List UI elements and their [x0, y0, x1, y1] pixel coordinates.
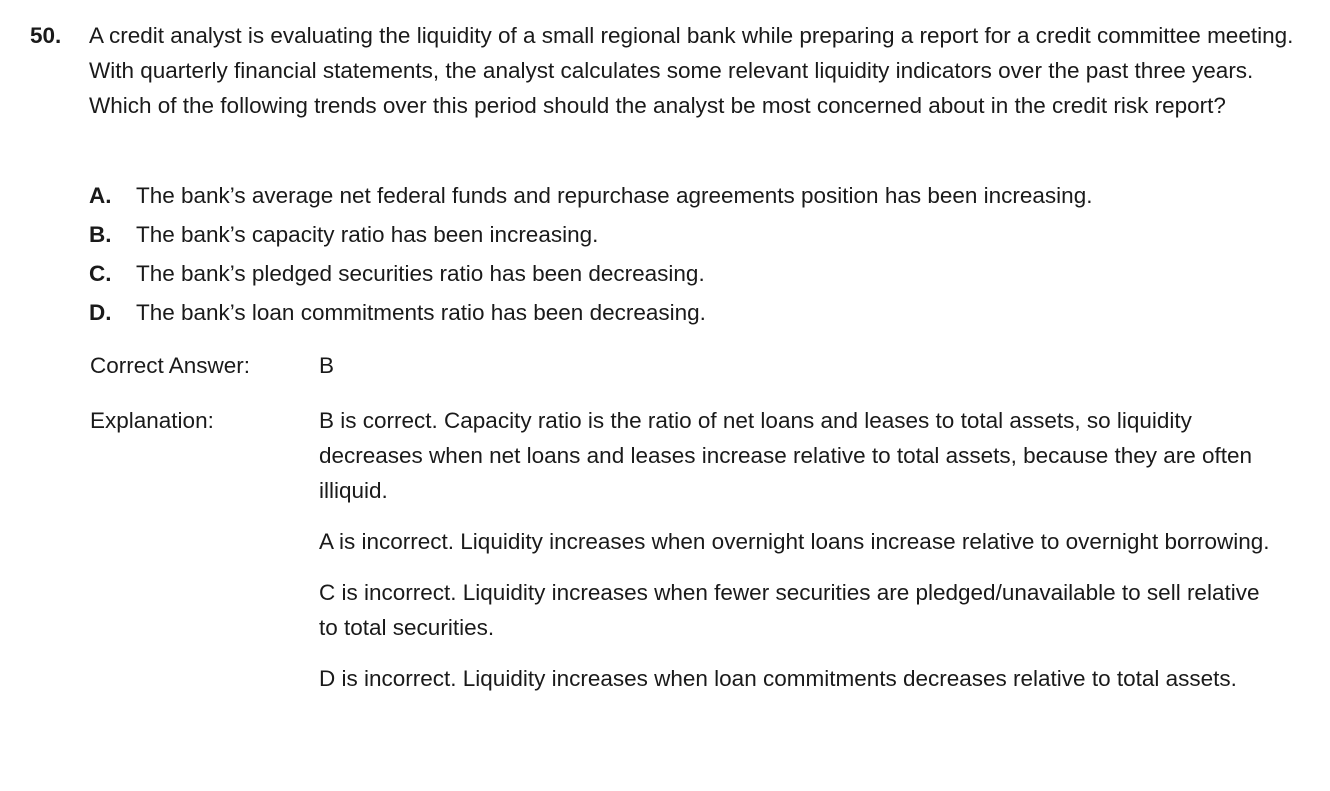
explanation-block [90, 403, 1290, 712]
question-number: 50. [30, 23, 62, 48]
correct-answer-label: Correct Answer: [90, 353, 251, 378]
option-letter: C. [89, 261, 112, 286]
question-block [30, 18, 1300, 123]
answer-options [89, 176, 1289, 332]
explanation-paragraph: C is incorrect. Liquidity increases when fewer securities are pledged/unavailable to sell relative to total securities. [319, 580, 1260, 640]
explanation-paragraph: D is incorrect. Liquidity increases when loan commitments decreases relative to total assets. [319, 666, 1237, 691]
option-text: The bank’s pledged securities ratio has been decreasing. [136, 261, 705, 286]
option-text: The bank’s average net federal funds and repurchase agreements position has been increasing. [136, 183, 1093, 208]
option-text: The bank’s loan commitments ratio has been decreasing. [136, 300, 706, 325]
question-text: A credit analyst is evaluating the liquidity of a small regional bank while preparing a report for a credit committee meeting. With quarterly financial statements, the analyst calculates some relevant liquidity indicators over the past three years. Which of the following trends over this period should the analyst be most concerned about in the credit risk report? [89, 23, 1294, 118]
option-letter: B. [89, 222, 112, 247]
option-b [89, 215, 1289, 254]
option-letter: D. [89, 300, 112, 325]
explanation-paragraph: B is correct. Capacity ratio is the ratio of net loans and leases to total assets, so liquidity decreases when net loans and leases increase relative to total assets, because they are often illiquid. [319, 408, 1253, 503]
option-c [89, 254, 1289, 293]
explanation-paragraph: A is incorrect. Liquidity increases when overnight loans increase relative to overnight borrowing. [319, 529, 1270, 554]
option-letter: A. [89, 183, 112, 208]
option-text: The bank’s capacity ratio has been increasing. [136, 222, 599, 247]
option-d [89, 293, 1289, 332]
correct-answer-value: B [319, 353, 335, 378]
option-a [89, 176, 1289, 215]
explanation-label: Explanation: [90, 408, 214, 433]
explanation-body [319, 403, 1279, 696]
